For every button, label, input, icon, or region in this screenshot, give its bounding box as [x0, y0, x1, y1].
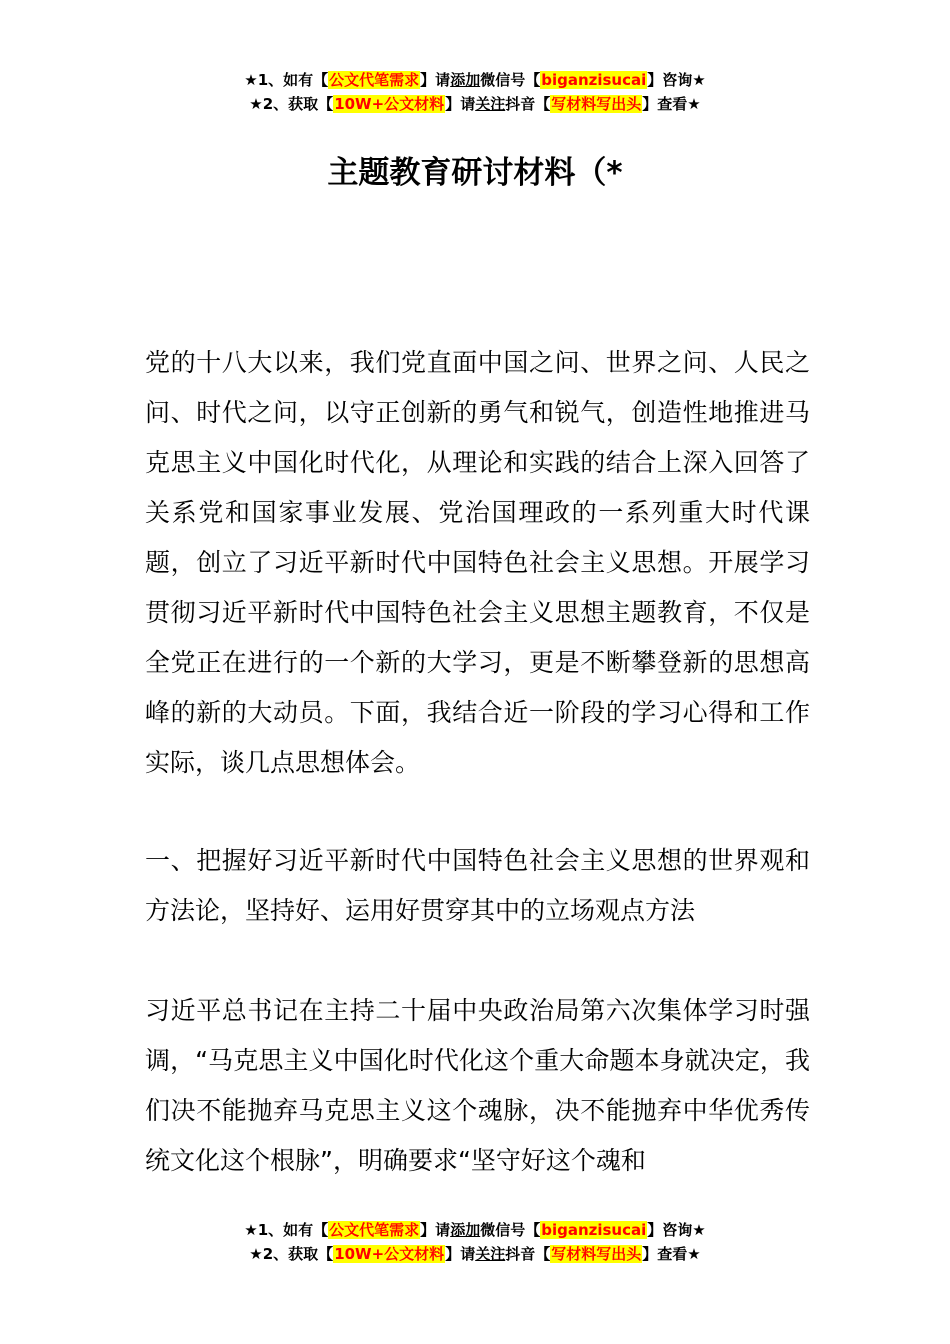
underlined-follow: 关注 [475, 1245, 506, 1263]
banner-text: 微信号【 [480, 71, 541, 89]
banner-text: 抖音【 [505, 1245, 551, 1263]
highlight-materials: 10W+公文材料 [334, 95, 445, 113]
highlight-douyin-account: 写材料写出头 [551, 95, 642, 113]
footer-banner [0, 1218, 950, 1266]
header-banner [0, 68, 950, 116]
underlined-add: 添加 [450, 71, 481, 89]
banner-text: 】请 [445, 1245, 476, 1263]
underlined-add: 添加 [450, 1221, 481, 1239]
banner-line-2 [0, 92, 950, 116]
banner-text: 抖音【 [505, 95, 551, 113]
banner-text: 】咨询★ [647, 1221, 706, 1239]
document-title: 主题教育研讨材料（* [327, 155, 623, 191]
banner-line-2 [0, 1242, 950, 1266]
banner-line-1 [0, 1218, 950, 1242]
highlight-service: 公文代笔需求 [329, 1221, 420, 1239]
banner-line-1 [0, 68, 950, 92]
banner-text: 】查看★ [642, 1245, 701, 1263]
underlined-follow: 关注 [475, 95, 506, 113]
highlight-service: 公文代笔需求 [329, 71, 420, 89]
banner-text: ★1、如有【 [244, 71, 329, 89]
paragraph-intro: 党的十八大以来，我们党直面中国之问、世界之问、人民之问、时代之问，以守正创新的勇气和锐气，创造性地推进马克思主义中国化时代化，从理论和实践的结合上深入回答了关系党和国家事业发展、党治国理政的一系列重大时代课题，创立了习近平新时代中国特色社会主义思想。开展学习贯彻习近平新时代中国特色社会主义思想主题教育，不仅是全党正在进行的一个新的大学习，更是不断攀登新的思想高峰的新的大动员。下面，我结合近一阶段的学习心得和工作实际，谈几点思想体会。 [145, 348, 810, 777]
banner-text: 】查看★ [642, 95, 701, 113]
banner-text: ★2、获取【 [249, 95, 334, 113]
section-heading-1: 一、把握好习近平新时代中国特色社会主义思想的世界观和方法论，坚持好、运用好贯穿其中的立场观点方法 [145, 846, 810, 925]
highlight-douyin-account: 写材料写出头 [551, 1245, 642, 1263]
highlight-wechat-id: biganzisucai [541, 71, 647, 89]
banner-text: 】请 [420, 71, 451, 89]
highlight-materials: 10W+公文材料 [334, 1245, 445, 1263]
banner-text: 】请 [445, 95, 476, 113]
banner-text: 】咨询★ [647, 71, 706, 89]
banner-text: 】请 [420, 1221, 451, 1239]
banner-text: ★1、如有【 [244, 1221, 329, 1239]
banner-text: ★2、获取【 [249, 1245, 334, 1263]
paragraph-body: 习近平总书记在主持二十届中央政治局第六次集体学习时强调，“马克思主义中国化时代化这个重大命题本身就决定，我们决不能抛弃马克思主义这个魂脉，决不能抛弃中华优秀传统文化这个根脉”，明确要求“坚守好这个魂和 [145, 996, 810, 1175]
banner-text: 微信号【 [480, 1221, 541, 1239]
highlight-wechat-id: biganzisucai [541, 1221, 647, 1239]
